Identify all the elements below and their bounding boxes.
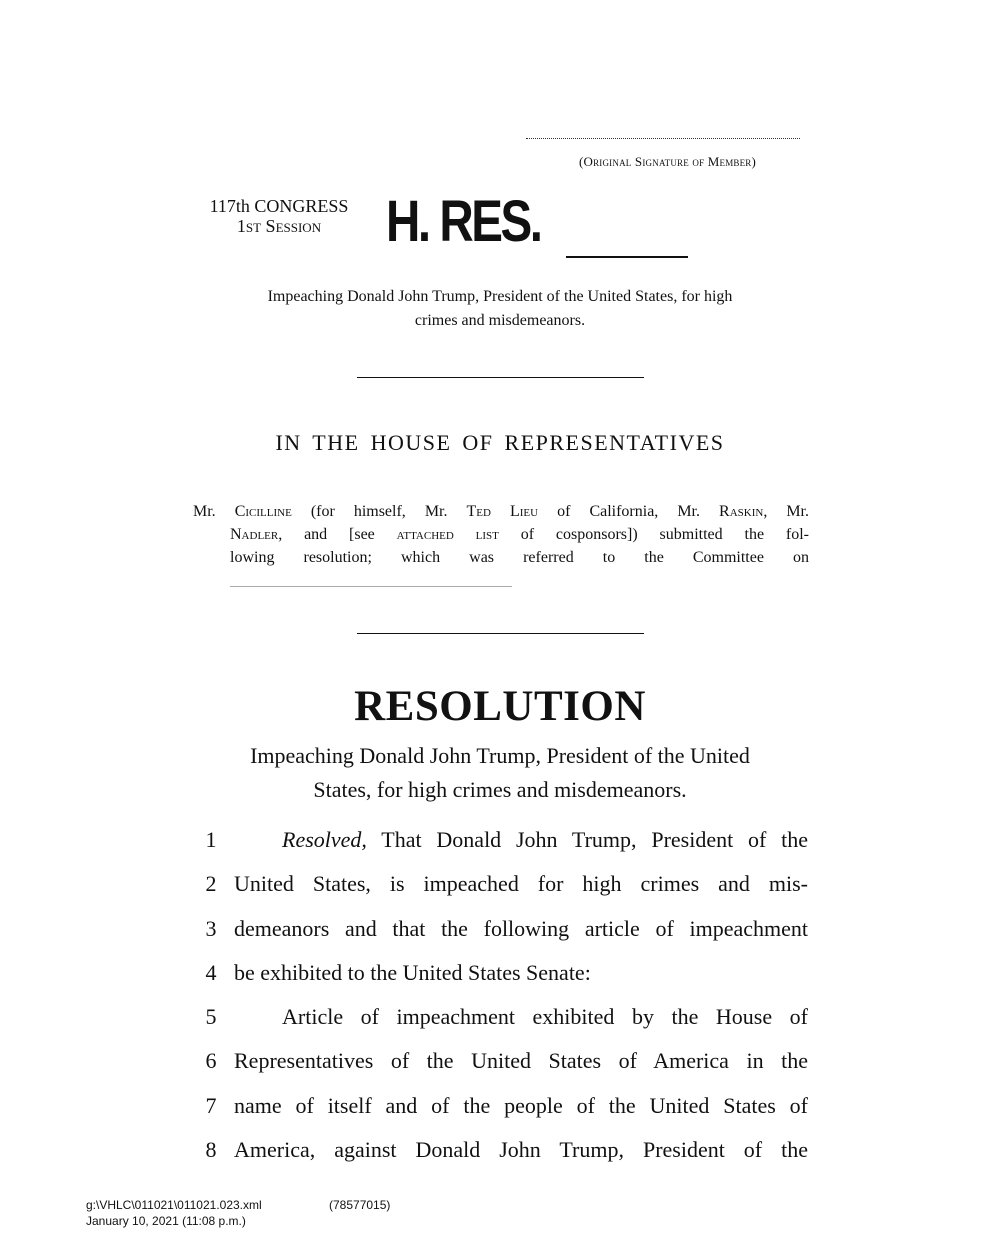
cosponsor-name: Nadler <box>230 526 279 543</box>
cosponsor-name: Ted Lieu <box>466 503 539 520</box>
divider-rule <box>357 633 644 634</box>
line-text: be exhibited to the United States Senate: <box>234 959 591 985</box>
body-line <box>196 951 810 995</box>
document-footer <box>86 1197 391 1229</box>
resolution-heading: RESOLUTION <box>354 683 646 730</box>
line-number: 4 <box>205 959 217 985</box>
file-path: g:\VHLC\011021\011021.023.xml <box>86 1198 262 1212</box>
chamber-heading: IN THE HOUSE OF REPRESENTATIVES <box>275 430 725 455</box>
line-text: Resolved, That Donald John Trump, President of the <box>282 827 808 852</box>
intro-line: Nadler, and [see attached list of cosponsors]) submitted the fol- <box>230 526 810 543</box>
cosponsor-name: Raskin <box>719 503 764 520</box>
short-title-line: crimes and misdemeanors. <box>414 312 586 329</box>
resolution-title <box>200 739 800 807</box>
resolution-title-line: Impeaching Donald John Trump, President of the United <box>250 743 750 768</box>
short-title-line: Impeaching Donald John Trump, President of the United States, for high <box>267 288 733 305</box>
line-number: 8 <box>205 1137 217 1163</box>
line-text: America, against Donald John Trump, President of the <box>234 1137 808 1163</box>
committee-blank <box>230 586 512 587</box>
line-text: name of itself and of the people of the United States of <box>234 1092 808 1118</box>
timestamp: January 10, 2021 (11:08 p.m.) <box>86 1214 246 1228</box>
signature-line <box>526 128 800 139</box>
intro-line: lowing resolution; which was referred to the Committee on <box>230 549 809 566</box>
line-number: 1 <box>205 827 217 852</box>
line-number: 7 <box>205 1092 217 1118</box>
resolution-body <box>196 818 810 1172</box>
line-number: 2 <box>205 871 217 897</box>
document-reference: (78577015) <box>329 1198 391 1212</box>
body-line <box>196 1128 810 1172</box>
body-line <box>196 1039 810 1083</box>
body-line <box>196 995 810 1039</box>
congress-label: 117th CONGRESS <box>209 196 349 216</box>
line-text: demeanors and that the following article of impeachment <box>234 915 808 941</box>
divider-rule <box>357 377 644 378</box>
introduction-paragraph <box>193 500 809 569</box>
signature-caption: (Original Signature of Member) <box>578 154 757 169</box>
bill-type: H. RES. <box>386 189 541 254</box>
resolution-title-line: States, for high crimes and misdemeanors. <box>313 777 687 802</box>
short-title <box>200 285 800 333</box>
bill-number-blank <box>566 256 688 258</box>
body-line <box>196 1084 810 1128</box>
line-number: 6 <box>205 1048 217 1074</box>
line-number: 3 <box>205 915 217 941</box>
line-text: United States, is impeached for high crimes and mis- <box>234 871 808 897</box>
body-line <box>196 862 810 906</box>
body-line <box>196 818 810 862</box>
sponsor-name: Cicilline <box>234 503 292 520</box>
intro-line: Mr. Cicilline (for himself, Mr. Ted Lieu of California, Mr. Raskin, Mr. <box>193 503 809 520</box>
line-number: 5 <box>205 1004 217 1030</box>
body-line <box>196 907 810 951</box>
session-label: 1st Session <box>236 216 322 236</box>
line-text: Article of impeachment exhibited by the House of <box>282 1004 808 1030</box>
attached-list: attached list <box>396 526 499 543</box>
line-text: Representatives of the United States of America in the <box>234 1048 808 1074</box>
congress-session-block <box>186 196 372 236</box>
